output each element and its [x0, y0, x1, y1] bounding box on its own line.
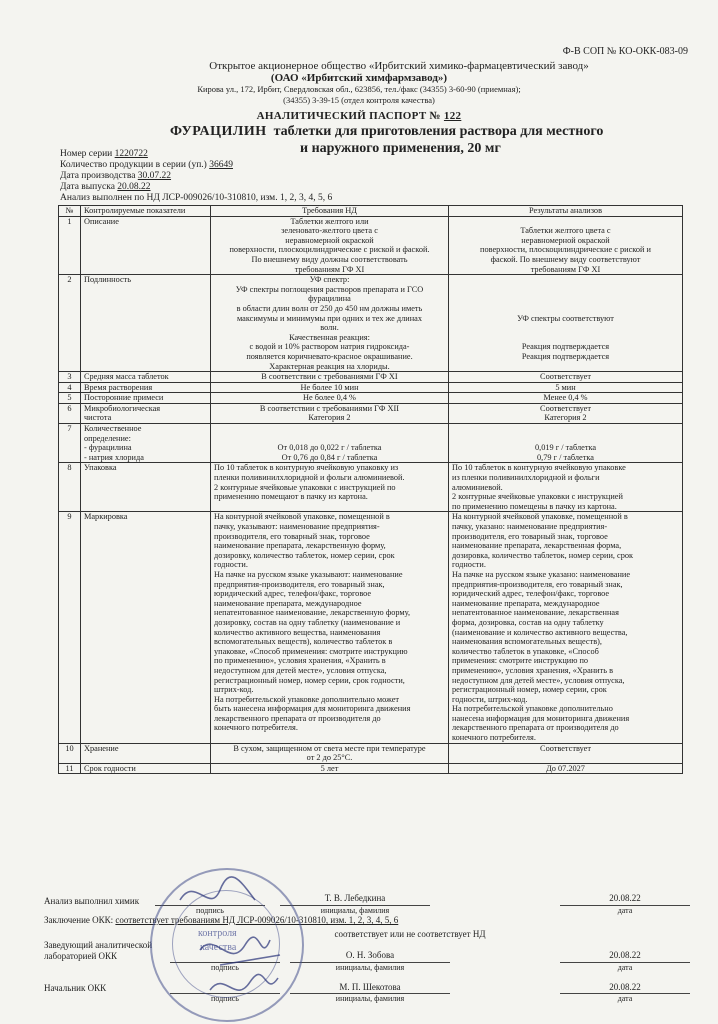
row-result: Таблетки желтого цвета с неравномерной окраской поверхности, плоскоцилиндрические с риской и фаской. По внешнему виду соответствуют требованиям ГФ XI [449, 216, 683, 275]
product-title [170, 123, 670, 157]
row-indicator: Время растворения [81, 382, 211, 393]
row-number: 9 [59, 512, 81, 743]
row-requirement: В соответствии с требованиями ГФ XII Категория 2 [211, 403, 449, 423]
production-date: 30.07.22 [137, 171, 172, 181]
row-result: 0,019 г / таблетка 0,79 г / таблетка [449, 424, 683, 463]
row-indicator: Микробиологическая чистота [81, 403, 211, 423]
head-label-2: лабораторией ОКК [44, 951, 118, 961]
header-indicators: Контролируемые показатели [81, 206, 211, 217]
table-row [59, 372, 683, 383]
product-title-line2: и наружного применения, 20 мг [300, 141, 501, 156]
table-header-row [59, 206, 683, 217]
table-row [59, 463, 683, 512]
table-row [59, 743, 683, 763]
company-short-name: (ОАО «Ирбитский химфармзавод») [270, 72, 448, 84]
row-result: Соответствует [449, 372, 683, 383]
row-result: По 10 таблеток в контурную ячейковую упаковке из пленки поливинилхлоридной и фольги алюминиевой. 2 контурные ячейковые упаковки с инструкцией по применению помещены в пачку из картона. [449, 463, 683, 512]
row-number: 8 [59, 463, 81, 512]
analyst-sign-hint: подпись [196, 906, 224, 915]
row-indicator: Срок годности [81, 763, 211, 774]
head-date: 20.08.22 [609, 950, 641, 960]
analyst-label: Анализ выполнил химик [44, 896, 140, 906]
chief-name-hint: инициалы, фамилия [335, 994, 405, 1003]
quantity-line: Количество продукции в серии (уп.) 36649 [60, 160, 233, 170]
head-date-hint: дата [617, 963, 633, 972]
header-number: № [59, 206, 81, 217]
chief-label: Начальник ОКК [44, 983, 107, 993]
row-result: Менее 0,4 % [449, 393, 683, 404]
address-line-2: (34355) 3-39-15 (отдел контроля качества) [283, 95, 435, 105]
analyst-name-hint: инициалы, фамилия [320, 906, 390, 915]
table-row [59, 275, 683, 372]
row-number: 3 [59, 372, 81, 383]
passport-number: 122 [443, 110, 462, 122]
table-row [59, 763, 683, 774]
analyst-name: Т. В. Лебедкина [324, 893, 386, 903]
document-code: Ф-В СОП № КО-ОКК-083-09 [562, 46, 688, 57]
row-number: 4 [59, 382, 81, 393]
table-row [59, 216, 683, 275]
table-row [59, 403, 683, 423]
company-name: Открытое акционерное общество «Ирбитский химико-фармацевтический завод» [209, 60, 589, 72]
row-number: 7 [59, 424, 81, 463]
passport-heading [0, 110, 718, 122]
conclusion-hint: соответствует или не соответствует НД [334, 929, 486, 939]
row-indicator: Хранение [81, 743, 211, 763]
row-result: Соответствует Категория 2 [449, 403, 683, 423]
row-requirement: От 0,018 до 0,022 г / таблетка От 0,76 до 0,84 г / таблетка [211, 424, 449, 463]
row-result: До 07.2027 [449, 763, 683, 774]
conclusion-label: Заключение ОКК: [44, 915, 114, 925]
head-name-hint: инициалы, фамилия [335, 963, 405, 972]
passport-label: АНАЛИТИЧЕСКИЙ ПАСПОРТ № [256, 110, 441, 122]
row-result: 5 мин [449, 382, 683, 393]
row-requirement: По 10 таблеток в контурную ячейковую упаковку из пленки поливинилхлоридной и фольги алюминиевой. 2 контурные ячейковые упаковки с инструкцией по применению помещают в пачку из картона. [211, 463, 449, 512]
table-row [59, 512, 683, 743]
row-requirement: На контурной ячейковой упаковке, помещенной в пачку, указывают: наименование предприятия- производителя, его товарный знак, торговое наименование препарата, лекарственную форму, дозировку, количество таблеток, номер серии, срок годности. На пачке на русском языке указывают: наименование предприятия-производителя, его товарный знак, юридический адрес, телефон/факс, торговое наименование препарата, международное непатентованное наименование, лекарственную форму, дозировку, состав на одну таблетку (наименование и количество активного вещества, наименования вспомогательных веществ), количество таблеток в упаковке, «Способ применения: смотрите инструкцию по применению», условия хранения, «Хранить в недоступном для детей месте», условия отпуска, регистрационный номер, номер серии, срок годности, штрих-код. На потребительской упаковке дополнительно может быть нанесена информация для мониторинга движения лекарственного препарата от производителя до конечного потребителя. [211, 512, 449, 743]
row-indicator: Маркировка [81, 512, 211, 743]
conclusion-text: соответствует требованиям НД ЛСР-009026/10-310810, изм. 1, 2, 3, 4, 5, 6 [115, 915, 399, 925]
row-indicator: Описание [81, 216, 211, 275]
chief-sign-hint: подпись [211, 994, 239, 1003]
stamp-word-1: контроля [198, 928, 237, 939]
row-requirement: В соответствии с требованиями ГФ XI [211, 372, 449, 383]
row-result: На контурной ячейковой упаковке, помещенной в пачку, указано: наименование предприятия- производителя, его товарный знак, торговое наименование препарата, лекарственная форма, дозировка, количество таблеток, номер серии, срок годности. На пачке на русском языке указано: наименование предприятия-производителя, его товарный знак, юридический адрес, телефон/факс, торговое наименование препарата, международное непатентованное наименование, лекарственная форма, дозировка, состав на одну таблетку (наименование и количество активного вещества, наименования вспомогательных веществ), количество таблеток в упаковке, «Способ применения: смотрите инструкцию по применению», условия хранения, «Хранить в недоступном для детей месте», условия отпуска, регистрационный номер, номер серии, срок годности, штрих-код. На потребительской упаковке дополнительно нанесена информация для мониторинга движения лекарственного препарата от производителя до конечного потребителя. [449, 512, 683, 743]
analyst-date: 20.08.22 [609, 893, 641, 903]
row-result: УФ спектры соответствуют Реакция подтверждается Реакция подтверждается [449, 275, 683, 372]
row-number: 6 [59, 403, 81, 423]
row-indicator: Упаковка [81, 463, 211, 512]
row-requirement: В сухом, защищенном от света месте при температуре от 2 до 25°С. [211, 743, 449, 763]
series-line: Номер серии 1220722 [60, 149, 148, 159]
chief-name: М. П. Шекотова [339, 982, 401, 992]
production-date-line: Дата производства 30.07.22 [60, 171, 172, 181]
row-number: 1 [59, 216, 81, 275]
table-row [59, 382, 683, 393]
row-requirement: Не более 10 мин [211, 382, 449, 393]
head-name: О. Н. Зобова [345, 950, 395, 960]
row-number: 10 [59, 743, 81, 763]
chief-date-hint: дата [617, 994, 633, 1003]
company-address [0, 84, 718, 106]
row-number: 5 [59, 393, 81, 404]
row-number: 2 [59, 275, 81, 372]
release-date-line: Дата выпуска 20.08.22 [60, 182, 151, 192]
row-requirement: 5 лет [211, 763, 449, 774]
row-indicator: Количественное определение: - фурацилина - натрия хлорида [81, 424, 211, 463]
row-result: Соответствует [449, 743, 683, 763]
analysis-table [58, 205, 683, 774]
row-indicator: Средняя масса таблеток [81, 372, 211, 383]
table-row [59, 424, 683, 463]
row-requirement: УФ спектр: УФ спектры поглощения растворов препарата и ГСО фурацилина в области длин волн от 250 до 450 нм должны иметь максимумы и минимумы при одних и тех же длинах волн. Качественная реакция: с водой и 10% раствором натрия гидроксида- появляется коричневато-красное окрашивание. Характерная реакция на хлориды. [211, 275, 449, 372]
product-name: ФУРАЦИЛИН [170, 124, 267, 139]
row-number: 11 [59, 763, 81, 774]
row-requirement: Таблетки желтого или зеленовато-желтого цвета с неравномерной окраской поверхности, плоскоцилиндрические с риской и фаской. По внешнему виду должны соответствовать требованиям ГФ XI [211, 216, 449, 275]
quantity-value: 36649 [209, 160, 233, 170]
header-requirements: Требования НД [211, 206, 449, 217]
release-date: 20.08.22 [117, 182, 151, 192]
analysis-basis: Анализ выполнен по НД ЛСР-009026/10-310810, изм. 1, 2, 3, 4, 5, 6 [60, 193, 333, 203]
row-indicator: Посторонние примеси [81, 393, 211, 404]
series-number: 1220722 [114, 149, 148, 159]
product-title-line1: таблетки для приготовления раствора для местного [266, 124, 604, 139]
analyst-date-hint: дата [617, 906, 633, 915]
address-line-1: Кирова ул., 172, Ирбит, Свердловская обл., 623856, тел./факс (34355) 3-60-90 (приемная); [197, 84, 521, 94]
row-indicator: Подлинность [81, 275, 211, 372]
stamp-word-2: качества [200, 942, 237, 953]
chief-date: 20.08.22 [609, 982, 641, 992]
handwritten-signatures [160, 870, 340, 1020]
header-results: Результаты анализов [449, 206, 683, 217]
head-sign-hint: подпись [211, 963, 239, 972]
row-requirement: Не более 0,4 % [211, 393, 449, 404]
table-row [59, 393, 683, 404]
head-label-1: Заведующий аналитической [44, 940, 153, 950]
